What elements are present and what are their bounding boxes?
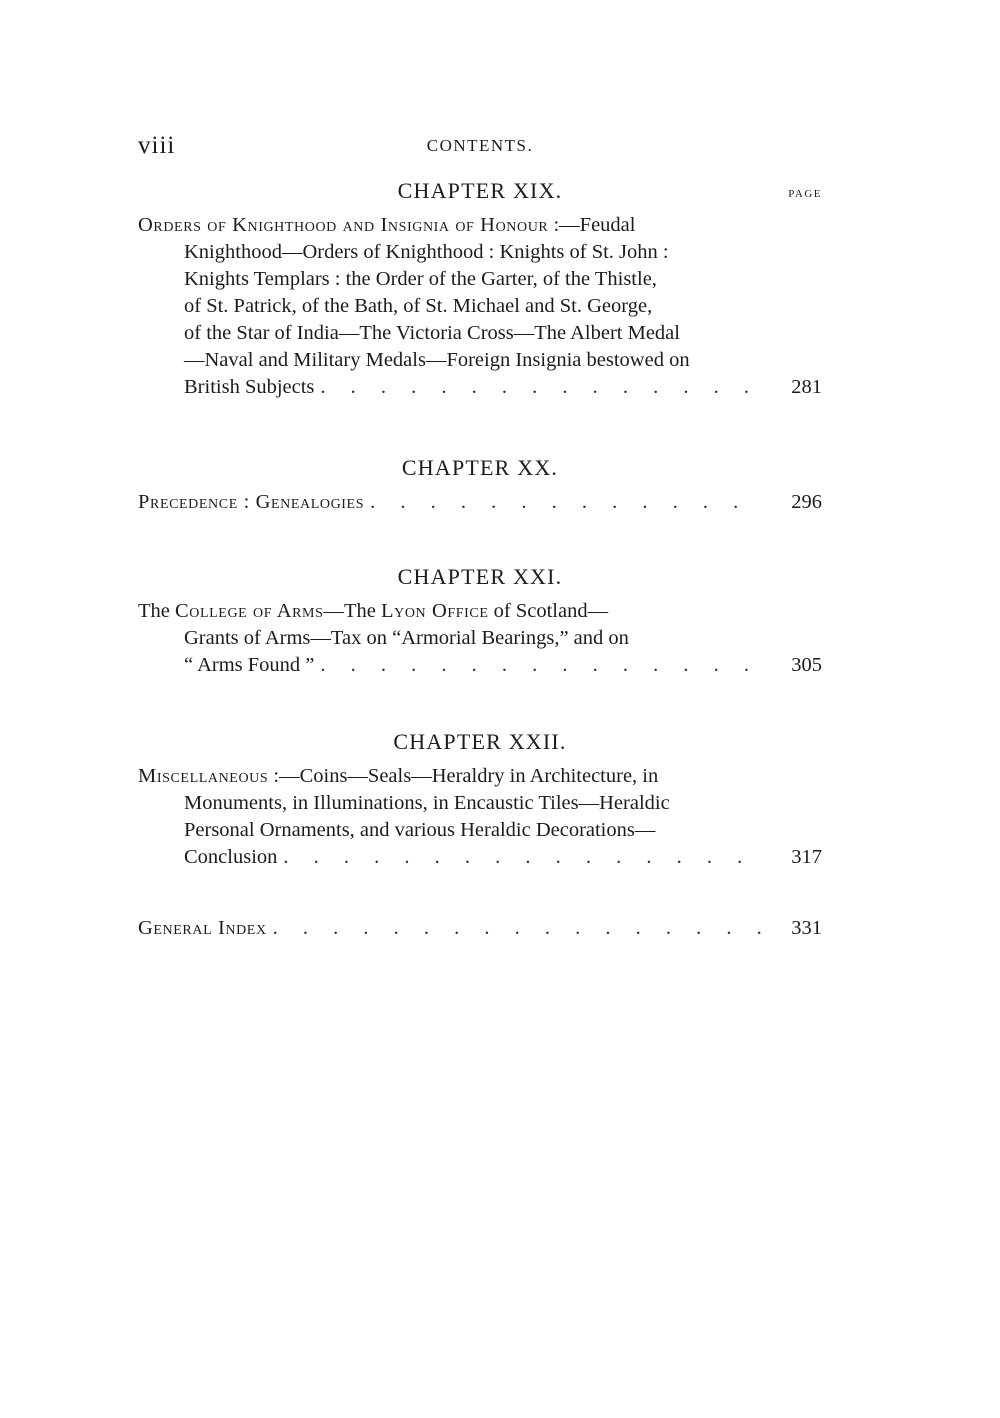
- entry-line: —Naval and Military Medals—Foreign Insignia bestowed on: [184, 349, 690, 371]
- dot-leader: [320, 652, 764, 679]
- toc-entry-chapter-xxii[interactable]: [138, 763, 822, 871]
- dot-leader: [320, 374, 764, 401]
- dot-leader: [283, 844, 764, 871]
- entry-line: Grants of Arms—Tax on “Armorial Bearings,” and on: [184, 627, 629, 649]
- chapter-heading-xx: CHAPTER XX.: [401, 455, 559, 480]
- page-number: 305: [791, 654, 822, 676]
- entry-line: The College of Arms—The Lyon Office of Scotland—: [138, 600, 609, 622]
- entry-line: Knighthood—Orders of Knighthood : Knights of St. John :: [184, 241, 669, 263]
- chapter-heading-xxii: CHAPTER XXII.: [393, 729, 567, 754]
- page-number: 317: [791, 846, 822, 868]
- contents-page: [138, 128, 822, 942]
- running-title: CONTENTS.: [426, 136, 534, 155]
- toc-entry-chapter-xx[interactable]: [138, 489, 822, 516]
- page-column-label: PAGE: [788, 188, 822, 200]
- toc-entry-general-index[interactable]: [138, 915, 822, 942]
- entry-line-with-leader: “ Arms Found ” . . . 305: [138, 652, 770, 679]
- entry-line: Orders of Knighthood and Insignia of Honour :—Feudal: [138, 214, 636, 236]
- toc-entry-chapter-xix[interactable]: [138, 212, 822, 401]
- running-head: [138, 128, 822, 164]
- entry-line-with-leader: General Index . . . 331: [138, 915, 770, 942]
- toc-entry-chapter-xxi[interactable]: [138, 598, 822, 679]
- page-number: 331: [791, 917, 822, 939]
- entry-line-with-leader: Conclusion . . . 317: [138, 844, 770, 871]
- entry-line: Miscellaneous :—Coins—Seals—Heraldry in Architecture, in: [138, 765, 659, 787]
- entry-line: of St. Patrick, of the Bath, of St. Michael and St. George,: [184, 295, 653, 317]
- entry-line: Knights Templars : the Order of the Garter, of the Thistle,: [184, 268, 657, 290]
- chapter-heading-xxi: CHAPTER XXI.: [397, 564, 563, 589]
- entry-line-with-leader: Precedence : Genealogies . . . 296: [138, 489, 770, 516]
- page-number: 296: [791, 491, 822, 513]
- entry-line: Monuments, in Illuminations, in Encaustic Tiles—Heraldic: [184, 792, 670, 814]
- chapter-heading-xix: CHAPTER XIX. PAGE: [397, 178, 822, 203]
- page-number: 281: [791, 376, 822, 398]
- entry-line: Personal Ornaments, and various Heraldic Decorations—: [184, 819, 656, 841]
- dot-leader: [273, 915, 764, 942]
- dot-leader: [370, 489, 764, 516]
- entry-line-with-leader: British Subjects . . . 281: [138, 374, 770, 401]
- entry-line: of the Star of India—The Victoria Cross—The Albert Medal: [184, 322, 680, 344]
- page-folio: viii: [138, 132, 176, 159]
